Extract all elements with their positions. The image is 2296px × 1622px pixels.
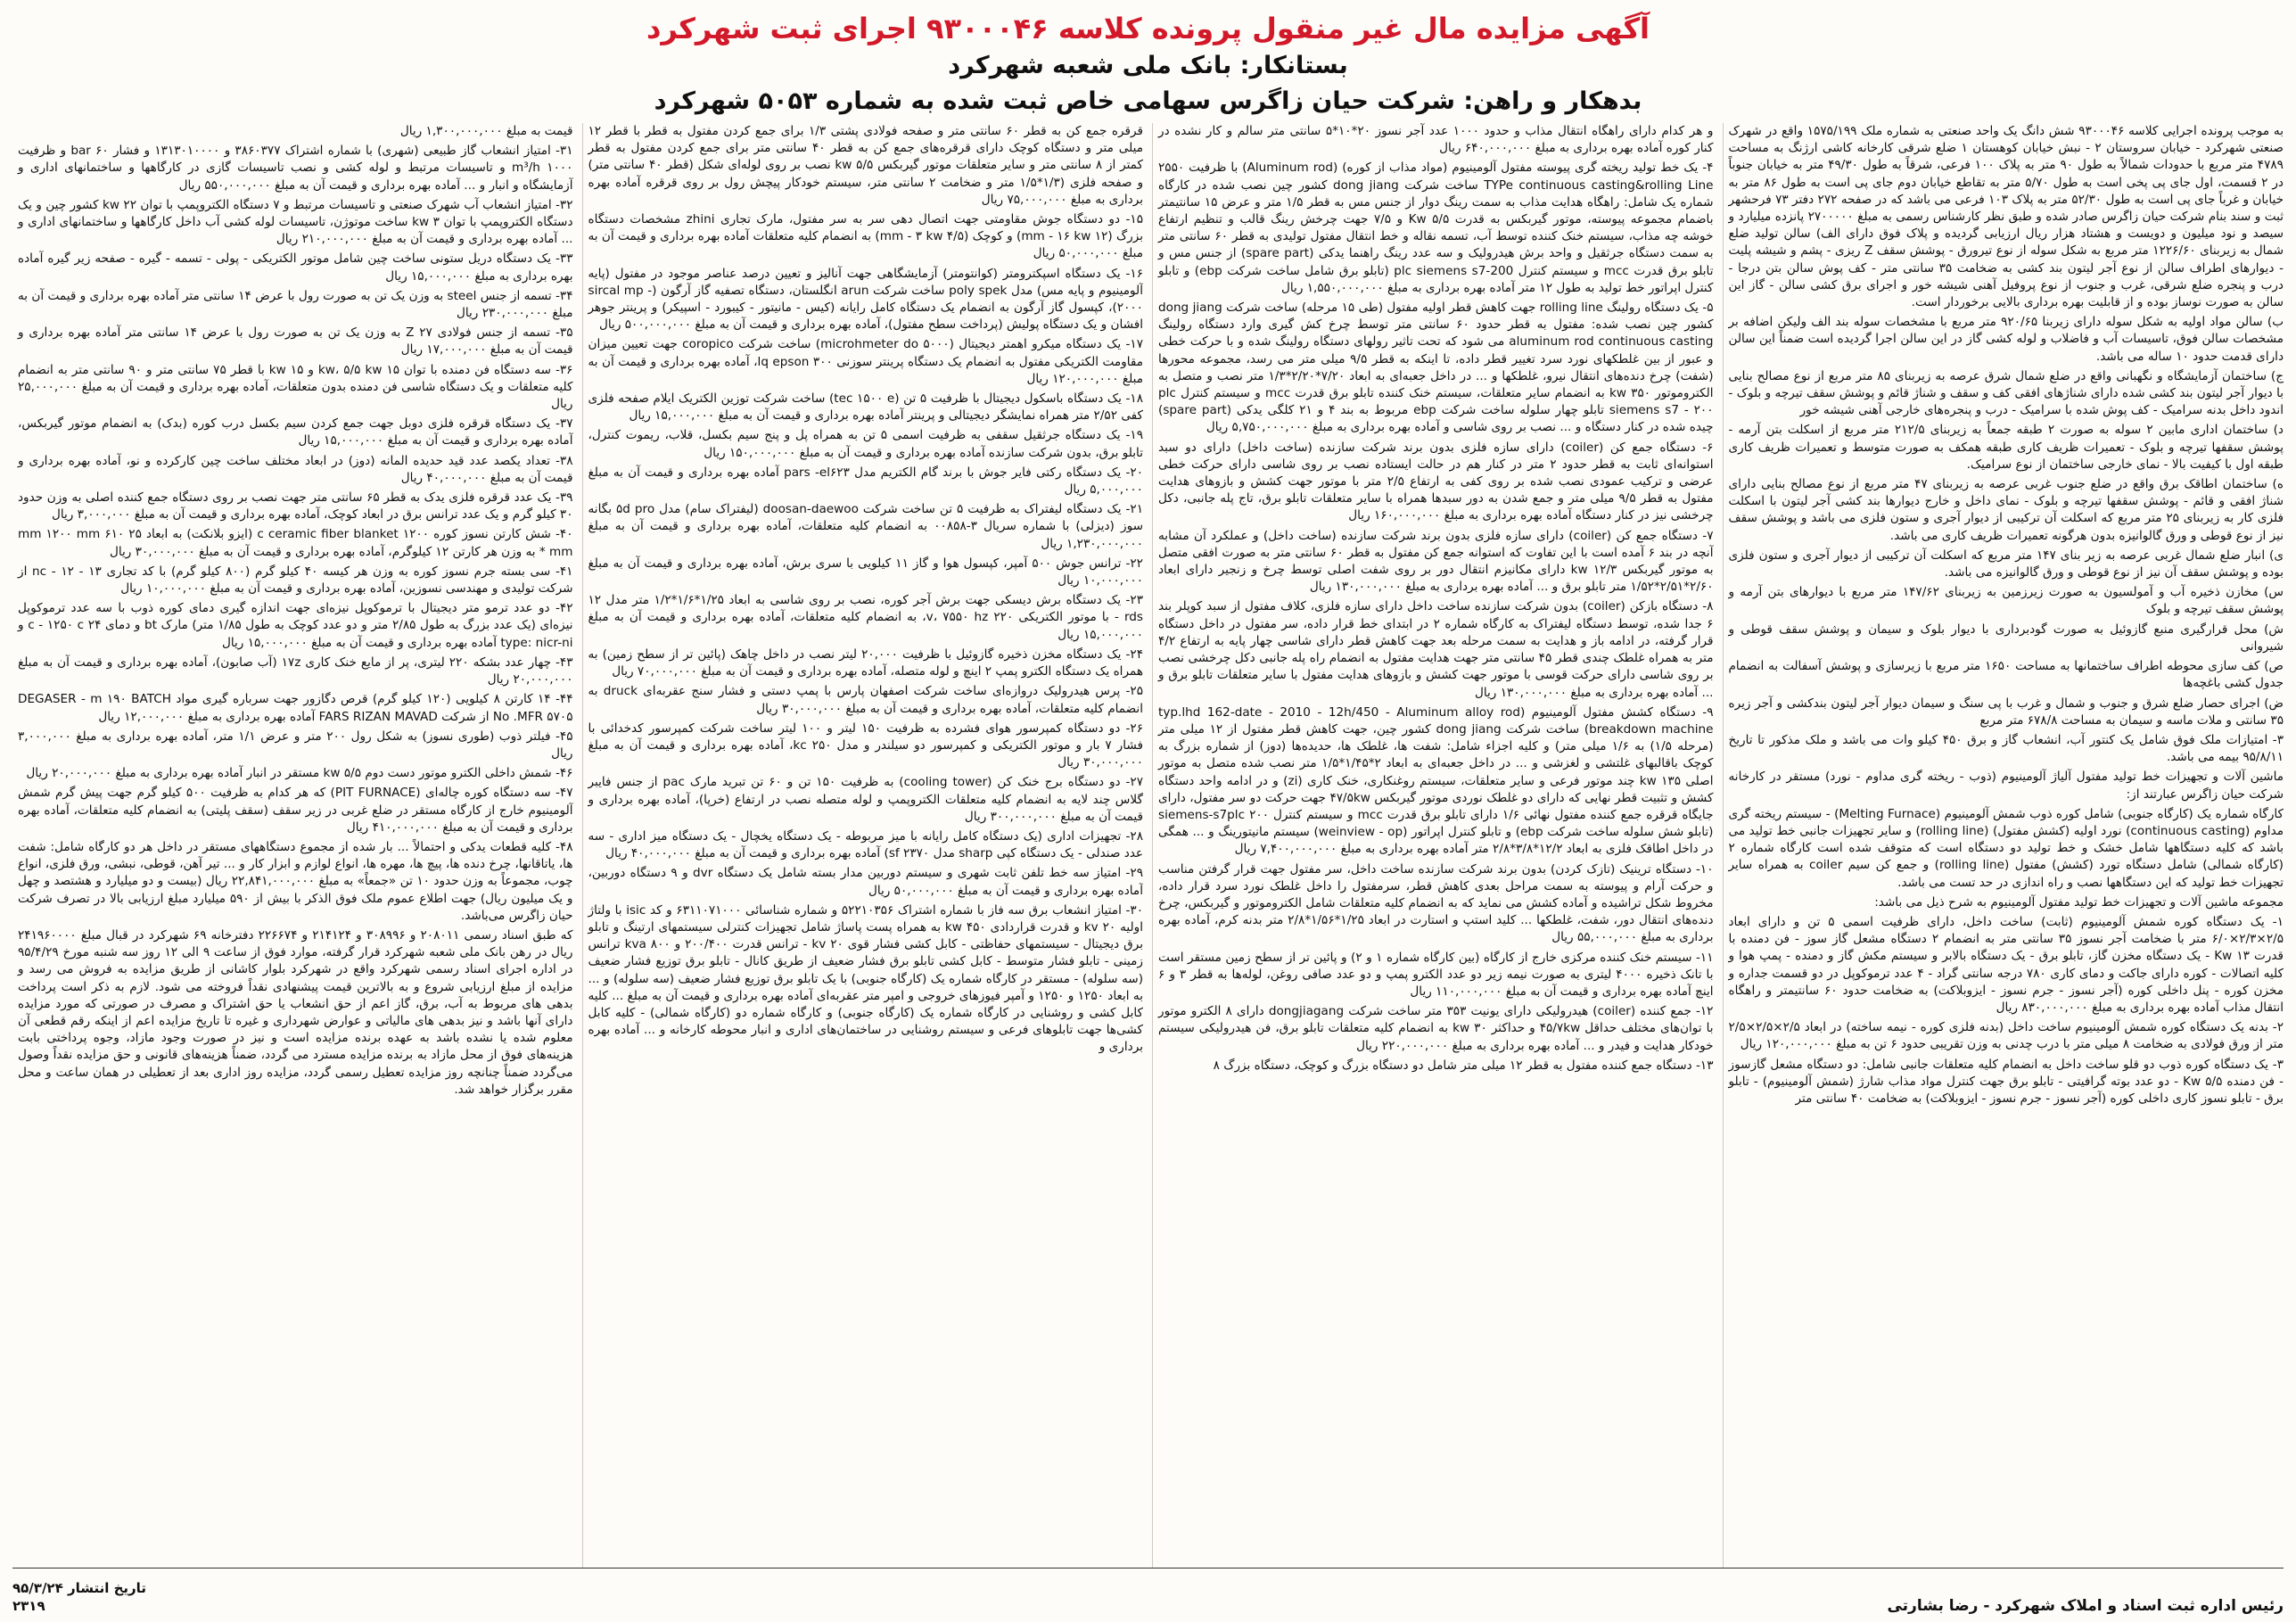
notice-paragraph: ۸- دستگاه بازکن (coiler) بدون شرکت سازنده ساخت داخل دارای سازه فلزی، کلاف مفتول از سبد کوپلر بند ۶ جدا شده، توسط دستگاه لیفتراک به کارگاه شماره ۲ در ابتدای خط قرار داده، سر مفتول در داخل دستگاه قرار گرفته، در ادامه باز و هدایت به سمت مرحله بعد جهت کاهش قطر دارای شاسی چهار پایه به ارتفاع ۴/۲ متر به همراه غلطک چندی قطر ۴۵ سانتی متر جهت هدایت مفتول به انضمام راه پله جانبی دکل چرخشی نصب بر روی شاسی دارای حرکت قوسی با موتور جهت کشش و بازوهای هدایت مفتول با سایر متعلقات تابلو برق و ... آماده بهره برداری به مبلغ ۱۳۰,۰۰۰,۰۰۰ ریال xyxy=(1158,599,1714,700)
notice-paragraph: ۱- یک دستگاه کوره شمش آلومینیوم (ثابت) ساخت داخل، دارای ظرفیت اسمی ۵ تن و دارای ابعاد ۲/۵×۲/۳×۶/۰ متر با ضخامت آجر نسوز ۳۵ سانتی متر به انضمام ۲ دستگاه مشعل گاز سوز - فن دمنده با قدرت ۱۳ Kw - یک دستگاه مخزن گاز، تابلو برق - یک دستگاه بالابر و سیستم مکش گاز و دمنده - پمپ هوا و کلیه اتصالات - کوره دارای جاکت و دمای کاری ۷۸۰ درجه سانتی گراد - ۴ عدد ترموکوپل در دو قسمت جداره و مخزن کوره - پنل داخلی کوره (آجر نسوز - جرم نسوز - ایزوبلاکت) به ضخامت حدود ۶۰ سانتیمتر و راهگاه انتقال مذاب آماده بهره برداری به مبلغ ۸۳۰,۰۰۰,۰۰۰ ریال xyxy=(1728,914,2284,1015)
notice-paragraph: ۱۸- یک دستگاه باسکول دیجیتال با ظرفیت ۵ تن (tec ۱۵۰۰ e) ساخت شرکت توزین الکتریک ایلام صفحه فلزی کفی ۲/۵۲ متر همراه نمایشگر دیجیتالی و پرینتر آماده بهره برداری و قیمت آن به مبلغ ۱۵,۰۰۰,۰۰۰ ریال xyxy=(588,391,1143,424)
signature: رئیس اداره ثبت اسناد و املاک شهرکرد - رضا بشارتی xyxy=(1887,1597,2284,1615)
notice-paragraph: و هر کدام دارای راهگاه انتقال مذاب و حدود ۱۰۰۰ عدد آجر نسوز ۲۰*۱۰*۵ سانتی متر سالم و کار نشده در کنار کوره آماده بهره برداری به مبلغ ۶۴۰,۰۰۰,۰۰۰ ریال xyxy=(1158,124,1714,156)
notice-paragraph: ۶- دستگاه جمع کن (coiler) دارای سازه فلزی بدون برند شرکت سازنده (ساخت داخل) دارای دو سبد استوانه‌ای ثابت به قطر حدود ۲ متر در کنار هم در حالت ایستاده نصب بر روی شاسی دارای حرکت خطی عرضی و ترکیب عمودی نصب شده بر روی کفی به ارتفاع ۲/۵ متر با موتور جهت کشش و بازوهای هدایت مفتول به قطر ۹/۵ میلی متر و جمع شدن به دور سبدها همراه با سایر متعلقات تابلو برق، تاج پله جانبی، دکل چرخشی نیز در کنار دستگاه آماده بهره برداری به مبلغ ۱۶۰,۰۰۰,۰۰۰ ریال xyxy=(1158,440,1714,523)
notice-paragraph: ۲۰- یک دستگاه رکتی فایر جوش با برند گام الکتریم مدل pars -el۶۲۳ آماده بهره برداری و قیمت آن به مبلغ ۵,۰۰۰,۰۰۰ ریال xyxy=(588,465,1143,498)
notice-paragraph: ه) ساختمان اطاقک برق واقع در ضلع جنوب غربی عرصه به زیربنای ۴۷ متر مربع از نوع مصالح بنایی دارای شناژ افقی و قائم - پوشش سقفها تیرچه و بلوک - نمای داخل و خارج دیوارها بند کشی آجر لیتون با اسکلت فلزی کار به زیربنای ۲۵ متر مربع که اسکلت آن ترکیبی از دیوار آجری و ستون فلزی می باشد و پوشش سقف نیز از نوع قوطی و ورق گالوانیزه بدون هرگونه تعمیرات ظریف کاری می باشد. xyxy=(1728,477,2284,543)
notice-paragraph: ی) انبار ضلع شمال غربی عرصه به زیر بنای ۱۴۷ متر مربع که اسکلت آن ترکیبی از دیوار آجری و ستون فلزی بوده و پوشش سقف آن نیز از نوع قوطی و ورق گالوانیزه می باشد. xyxy=(1728,548,2284,580)
notice-header xyxy=(12,9,2284,123)
notice-paragraph: ۴۴- ۱۴ کارتن ۸ کیلویی (۱۲۰ کیلو گرم) قرص دگازور جهت سرباره گیری مواد DEGASER - m ۱۹۰ BATCH No .MFR ۵۷۰۵ از شرکت FARS RIZAN MAVAD آماده بهره برداری به مبلغ ۱۲,۰۰۰,۰۰۰ ریال xyxy=(18,692,573,724)
notice-paragraph: ۱۹- یک دستگاه جرثقیل سقفی به ظرفیت اسمی ۵ تن به همراه پل و پنج سیم بکسل، قلاب، ریموت کنترل، تابلو برق، بدون شرکت سازنده آماده بهره برداری و قیمت آن به مبلغ ۱۵۰,۰۰۰,۰۰۰ ریال xyxy=(588,428,1143,460)
notice-paragraph: ۱۰- دستگاه ترینیک (تازک کردن) بدون برند شرکت سازنده ساخت داخل، سر مفتول جهت قرار گرفتن مناسب و حرکت آرام و پیوسته به سمت مراحل بعدی کاهش قطر، سرمفتول را داخل غلطک نورد سرد قرار داده، مخروط شکل تراشیده و آماده کشش می نماید که به انضمام کلیه متعلقات شامل الکتروموتور و گیربکس، چرخ دنده‌های انتقال دور، شفت، غلطکها ... کلید استپ و استارت در ابعاد ۱/۲۵*۱/۵۶*۲/۸ متر بدنه کرم، آماده بهره برداری به مبلغ ۵۵,۰۰۰,۰۰۰ ریال xyxy=(1158,861,1714,945)
text-column-4 xyxy=(12,123,573,1568)
notice-paragraph: د) ساختمان اداری مابین ۲ سوله به صورت ۲ طبقه جمعاً به زیربنای ۲۱۲/۵ متر مربع از اسکلت بتن آرمه - پوشش سقفها تیرچه و بلوک - تعمیرات ظریف کاری طبقه همکف به صورت متوسط و تعمیرات ظریف کاری طبقه اول با کیفیت بالا - نمای خارجی ساختمان از نوع سرامیک. xyxy=(1728,423,2284,472)
notice-paragraph: ۱۳- دستگاه جمع کننده مفتول به قطر ۱۲ میلی متر شامل دو دستگاه بزرگ و کوچک، دستگاه بزرگ ۸ xyxy=(1213,1058,1714,1073)
notice-paragraph: ۲۲- ترانس جوش ۵۰۰ آمپر، کپسول هوا و گاز ۱۱ کیلویی با سری برش، آماده بهره برداری و قیمت آن به مبلغ ۱۰,۰۰۰,۰۰۰ ریال xyxy=(588,556,1143,589)
notice-paragraph: ۲۴- یک دستگاه مخزن ذخیره گازوئیل با ظرفیت ۲۰,۰۰۰ لیتر نصب در داخل چاهک (پائین تر از سطح زمین) به همراه یک دستگاه الکترو پمپ ۲ اینچ و لوله متصله، آماده بهره برداری و قیمت آن به مبلغ ۷۰,۰۰۰,۰۰۰ ریال xyxy=(588,646,1143,679)
notice-paragraph: ۴۵- فیلتر ذوب (طوری نسوز) به شکل رول ۲۰۰ متر و عرض ۱/۱ متر، آماده بهره برداری به مبلغ ۳,۰۰۰,۰۰۰ ریال xyxy=(18,729,573,761)
notice-paragraph: س) مخازن ذخیره آب و آمولسیون به صورت زیرزمین به زیربنای ۱۴۷/۶۲ متر مربع با دیوارهای بتن آرمه و پوشش سقف تیرچه و بلوک xyxy=(1728,585,2284,617)
notice-paragraph: قرقره جمع کن به قطر ۶۰ سانتی متر و صفحه فولادی پشتی ۱/۳ برای جمع کردن مفتول به قطر با قطر ۱۲ میلی متر و دستگاه کوچک دارای قرقره‌های جمع کن به قطر ۴۰ سانتی متر برای جمع کردن مفتول به قطر کمتر از ۸ سانتی متر و سایر متعلقات موتور گیربکس ۵/۵ kw نصب بر روی لوله‌ای شکل (قطر ۴۰ سانتی متر) و صفحه فلزی (۱/۳*۱/۵ متر و ضخامت ۲ سانتی متر، سیستم خودکار پیچش رول بر روی قرقره آماده بهره برداری به مبلغ ۷۵,۰۰۰,۰۰۰ ریال xyxy=(588,124,1143,207)
text-column-2 xyxy=(1152,123,1714,1568)
notice-paragraph: ۴۲- دو عدد ترمو متر دیجیتال با ترموکوپل نیزه‌ای جهت اندازه گیری دمای کوره ذوب با سه عدد ترموکوپل نیزه‌ای (یک عدد بزرگ به طول ۲/۸۵ متر و دو عدد کوچک به طول ۱/۸۵ متر) مارک bt و دمای ۲۴ c - ۱۲۵۰ c و type: nicr-ni آماده بهره برداری و قیمت آن به مبلغ ۱۵,۰۰۰,۰۰۰ ریال xyxy=(18,601,573,650)
debtor-line: بدهکار و راهن: شرکت حیان زاگرس سهامی خاص ثبت شده به شماره ۵۰۵۳ شهرکرد xyxy=(654,87,1642,115)
notice-paragraph: ماشین آلات و تجهیزات خط تولید مفتول آلیاژ آلومینیوم (ذوب - ریخته گری مداوم - نورد) مستقر در کارخانه شرکت حیان زاگرس عبارتند از: xyxy=(1728,770,2284,802)
notice-paragraph: ض) اجرای حصار ضلع شرق و جنوب و شمال و غرب با پی سنگ و سیمان دیوار آجر لیتون بندکشی و آجر زیره ۳۵ سانتی و ملات ماسه و سیمان به مساحت ۶۷۸/۸ متر مربع xyxy=(1728,696,2284,728)
notice-paragraph: ج) ساختمان آزمایشگاه و نگهبانی واقع در ضلع شمال شرق عرصه به زیربنای ۸۵ متر مربع از نوع مصالح بنایی با دیوار آجر لیتون بند کشی شده دارای شناژهای افقی کف و سقف و شناژ قائم و پوشش سقف تیرچه و بلوک - اندود داخل بدنه سرامیک - کف پوش شده با سرامیک - درب و پنجره‌های خارجی آهنی شیشه خور xyxy=(1728,368,2284,418)
notice-paragraph: ۲۱- یک دستگاه لیفتراک به ظرفیت ۵ تن ساخت شرکت doosan-daewoo (لیفتراک سام) مدل ۵d pro بگانه سوز (دیزلی) با شماره سریال ۳-۰۰۸۵۸ به انضمام کلیه متعلقات، آماده بهره برداری و قیمت آن به مبلغ ۱,۲۳۰,۰۰۰,۰۰۰ ریال xyxy=(588,502,1143,551)
notice-paragraph: ب) سالن مواد اولیه به شکل سوله دارای زیربنا ۹۲۰/۶۵ متر مربع با مشخصات سوله بند الف ولیکن اضافه بر مشخصات سالن فوق، تاسیسات آب و فاضلاب و لوله کشی گاز در این سالن اجرا گردیده است ضمناً این سالن دارای قدمت حدود ۱۰ ساله می باشد. xyxy=(1728,315,2284,364)
notice-paragraph: ۱۷- یک دستگاه میکرو اهمتر دیجیتال (microhmeter do ۵۰۰۰) ساخت شرکت coropico جهت تعیین میزان مقاومت الکتریکی مفتول به انضمام یک دستگاه پرینتر سوزنی ۳۰۰ lq epson، آماده بهره برداری و قیمت آن به مبلغ ۱۲۰,۰۰۰,۰۰۰ ریال xyxy=(588,337,1143,386)
creditor-line: بستانکار: بانک ملی شعبه شهرکرد xyxy=(948,52,1348,79)
notice-paragraph: ۳۳- یک دستگاه دریل ستونی ساخت چین شامل موتور الکتریکی - پولی - تسمه - گیره - صفحه زیر گیره آماده بهره برداری به مبلغ ۱۵,۰۰۰,۰۰۰ ریال xyxy=(18,251,573,284)
notice-paragraph: ۷- دستگاه جمع کن (coiler) دارای سازه فلزی بدون برند شرکت سازنده (ساخت داخل) و عملکرد آن مشابه آنچه در بند ۶ آمده است با این تفاوت که استوانه جمع کن مفتول به قطر ۶۰ سانتی متر به صورت افقی متصل به موتور گیربکس ۱۲/۳ kw دارای مکانیزم انتقال دور بر روی شفت اصلی توسط چرخ و زنجیر دارای ابعاد ۲/۶۰*۲/۵۱*۱/۵۲ متر تابلو برق و ... آماده بهره برداری به مبلغ ۱۳۰,۰۰۰,۰۰۰ ریال xyxy=(1158,528,1714,595)
text-columns xyxy=(12,123,2284,1568)
notice-paragraph: ۱۵- دو دستگاه جوش مقاومتی جهت اتصال دهی سر به سر مفتول، مارک تجاری zhini مشخصات دستگاه بزرگ (۱۲ mm - ۱۶ kw) و کوچک (۴/۵ mm - ۳ kw) به انضمام کلیه متعلقات آماده بهره برداری و قیمت آن به مبلغ ۵۰,۰۰۰,۰۰۰ ریال xyxy=(588,212,1143,261)
notice-paragraph: ش) محل قرارگیری منبع گازوئیل به صورت گودبرداری با دیوار بلوک و سیمان و پوشش سقف قوطی و شیروانی xyxy=(1728,622,2284,654)
notice-paragraph: ص) کف سازی محوطه اطراف ساختمانها به مساحت ۱۶۵۰ متر مربع با زیرسازی و پوشش آسفالت به انضمام جدول کشی باغچه‌ها xyxy=(1728,659,2284,691)
notice-paragraph: ۲۷- دو دستگاه برج خنک کن (cooling tower) به ظرفیت ۱۵۰ تن و ۶۰ تن تبرید مارک pac از جنس فایبر گلاس چند لایه به انضمام کلیه متعلقات الکتروپمپ و لوله متصله نصب در ارتفاع (خرپا)، آماده بهره برداری و قیمت آن به مبلغ ۳۰۰,۰۰۰,۰۰۰ ریال xyxy=(588,775,1143,824)
notice-paragraph: ۹- دستگاه کشش مفتول آلومینیوم (typ.lhd 162-date - 2010 - 12h/450 - Aluminum alloy rod breakdown machine) ساخت شرکت dong jiang کشور چین، جهت کاهش قطر مفتول از ۱۲ میلی متر (مرحله ۱/۵) به ۱/۶ میلی متر) و کلیه اجزاء شامل: شفت ها، غلطک ها، حدیده‌ها (دوز) از شماره بزرگ به کوچک باقالبهای غلتشی و لغزشی و ... در داخل جعبه‌ای به ابعاد ۲*۱/۴۵*۱/۵ متر نصب شده متصل به موتور اصلی ۱۳۵ kw چند موتور فرعی و سایر متعلقات، سیستم روغنکاری، خنک کاری (zi) و در ادامه واحد دستگاه کشش و تثبیت قطر نهایی که دارای دو غلطک نوردی موتور گیربکس ۴۷/۵kw جهت حرکت دو سر مفتول، دارای جایگاه قرقره جمع کننده مفتول نهائی ۱/۶ دارای تابلو برق قدرت mcc و سیستم کنترل siemens-s7plc ۲۰۰ (تابلو شش سلوله ساخت شرکت ebp) و تابلو کنترل اپراتور (weinview - op) سیستم مانیتورینگ و ... همگی در داخل اطاقک فلزی به ابعاد ۱۲/۲*۳/۸*۲/۸ متر آماده بهره برداری به مبلغ ۷,۴۰۰,۰۰۰,۰۰۰ ریال xyxy=(1158,704,1714,857)
notice-paragraph: ۳۲- امتیاز انشعاب آب شهرک صنعتی و تاسیسات مرتبط و ۷ دستگاه الکتروپمپ با توان ۲۲ kw کشور چین و یک دستگاه الکتروپمپ با توان ۳ kw ساخت موتوژن، تاسیسات لوله کشی آب داخل کارگاهها و ساختمانهای اداری و ... آماده بهره برداری و قیمت آن به مبلغ ۲۱۰,۰۰۰,۰۰۰ ریال xyxy=(18,197,573,247)
notice-paragraph: ۴۰- شش کارتن نسوز کوره ۱۲۰۰ c ceramic fiber blanket (ایزو بلانکت) به ابعاد ۲۵ mm ۱۲۰۰ mm ۶۱۰ mm * به وزن هر کارتن ۱۲ کیلوگرم، آماده بهره برداری و قیمت آن به مبلغ ۳۰,۰۰۰,۰۰۰ ریال xyxy=(18,527,573,559)
notice-paragraph: ۲۹- امتیاز سه خط تلفن ثابت شهری و سیستم دوربین مدار بسته شامل یک دستگاه dvr و ۹ دستگاه دوربین، آماده بهره برداری و قیمت آن به مبلغ ۵۰,۰۰۰,۰۰۰ ریال xyxy=(588,866,1143,898)
notice-paragraph: ۴۸- کلیه قطعات یدکی و احتمالاً ... بار شده از مجموع دستگاههای مستقر در داخل هر دو کارگاه شامل: شفت ها، یاتاقانها، چرخ دنده ها، پیچ ها، مهره ها، انواع لوازم و ابزار کار و ... تیر آهن، قوطی، نبشی، ورق فلزی، انواع چوب، مجموعاً به وزن حدود ۱۰ تن «جمعاً» به مبلغ ۲۲,۸۴۱,۰۰۰,۰۰۰ ریال (بیست و دو میلیارد و هشتصد و چهل و یک میلیون ریال) جهت اطلاع عموم ملک فوق الذکر با بیش از ۵۹۰ میلیارد مبلغ ارزیابی بالا در تصرف شرکت حیان زاگرس می‌باشد. xyxy=(18,839,573,923)
notice-paragraph: ۱۱- سیستم خنک کننده مرکزی خارج از کارگاه (بین کارگاه شماره ۱ و ۲) و پائین تر از سطح زمین مستقر است با تانک ذخیره ۴۰۰۰ لیتری به صورت نیمه زیر دو عدد الکترو پمپ و دو عدد صافی روغن، لوله‌ها به قطر ۳ و ۶ اینچ آماده بهره برداری و قیمت آن به مبلغ ۱۱۰,۰۰۰,۰۰۰ ریال xyxy=(1158,950,1714,999)
notice-paragraph: ۲۵- پرس هیدرولیک دروازه‌ای ساخت شرکت اصفهان پارس با پمپ دستی و فشار سنج عقربه‌ای druck به انضمام کلیه متعلقات، آماده بهره برداری و قیمت آن به مبلغ ۳۰,۰۰۰,۰۰۰ ریال xyxy=(588,684,1143,716)
notice-paragraph: ۴۷- سه دستگاه کوره چاله‌ای (PIT FURNACE) که هر کدام به ظرفیت ۵۰۰ کیلو گرم جهت پیش گرم شمش آلومینیوم خارج از کارگاه مستقر در ضلع غربی در زیر سقف (سقف پلیتی) به انضمام کلیه متعلقات، آماده بهره برداری و قیمت آن به مبلغ ۴۱۰,۰۰۰,۰۰۰ ریال xyxy=(18,786,573,835)
notice-paragraph: ۲۸- تجهیزات اداری (یک دستگاه کامل رایانه با میز مربوطه - یک دستگاه یخچال - یک دستگاه میز اداری - سه عدد صندلی - یک دستگاه کپی sharp مدل ۲۳۷۰ sf) آماده بهره برداری و قیمت آن به مبلغ ۴۰,۰۰۰,۰۰۰ ریال xyxy=(588,828,1143,861)
notice-paragraph: قیمت به مبلغ ۱,۳۰۰,۰۰۰,۰۰۰ ریال xyxy=(399,124,573,138)
notice-paragraph: ۴- یک خط تولید ریخته گری پیوسته مفتول آلومینیوم (مواد مذاب از کوره) (Aluminum rod) با ظرفیت ۲۵۵۰ TYPe continuous casting&rolling Line ساخت شرکت dong jiang کشور چین نصب شده در کارگاه شماره یک شامل: راهگاه هدایت مذاب به سمت رینگ دوار از جنس مس به قطر ۱/۵ متر و عرض ۱۵ سانتیمتر باضمام مجموعه پیوسته، موتور گیربکس به قدرت ۵/۵ Kw و ۷/۵ جهت چرخش رینگ قالب و تنظیم ارتفاع خوشه چه مذاب، سیستم خنک کننده توسط آب، تسمه نقاله و خط انتقال مفتول تولیدی به قطر ۶۰ سانتی متر به سمت دستگاه جرثقیل و واحد برش هیدرولیک و سه عدد رینگ راهنما یدکی (spare part) از جنس مس و تابلو برق قدرت mcc و سیستم کنترل plc siemens s7-200 (تابلو برق شامل ساخت شرکت ebp) و تابلو کنترل اپراتور خط تولید به طول ۱۲ متر آماده بهره برداری به مبلغ ۱,۵۵۰,۰۰۰,۰۰۰ ریال xyxy=(1158,161,1714,295)
publish-date: تاریخ انتشار ۹۵/۳/۲۴ xyxy=(12,1580,146,1596)
notice-paragraph: ۳۵- تسمه از جنس فولادی ۲۷ Z به وزن یک تن به صورت رول با عرض ۱۴ سانتی متر آماده بهره برداری و قیمت آن به مبلغ ۱۷,۰۰۰,۰۰۰ ریال xyxy=(18,325,573,358)
notice-paragraph: ۳۰- امتیاز انشعاب برق سه فاز با شماره اشتراک ۵۲۲۱۰۳۵۶ و شماره شناسائی ۶۳۱۱۰۷۱۰۰۰ و کد isic با ولتاژ اولیه ۲۰ kv و قدرت قراردادی ۴۵۰ kw به همراه پست پاساژ شامل تجهیزات کنترلی سیستمهای ارتینگ و تابلو برق دیجیتال - سیستمهای حفاظتی - کابل کشی فشار قوی ۲۰ kv - ترانس قدرت ۲۰۰/۴۰۰ و ۸۰۰ kva ترانس زمینی - تابلو فشار متوسط - کابل کشی تابلو برق فشار ضعیف از طریق کانال - تابلو برق توزیع فشار ضعیف (سه سلوله) - مستقر در کارگاه شماره یک (کارگاه جنوبی) با یک تابلو برق توزیع فشار ضعیف (سه سلوله) و ... به ابعاد ۱۲۵۰ و ۱۲۵۰ و آمپر فیوزهای خروجی و امپر متر عقربه‌ای آماده بهره برداری و قیمت آن به مبلغ ... کلیه کابل کشی و روشنایی در کارگاه شماره یک (کارگاه جنوبی) و کارگاه شماره دو (کارگاه شمالی) - کلیه کابل کشی‌ها جهت تابلوهای فرعی و سیستم روشنایی در ساختمان‌های اداری و انبار محوطه کارخانه و ... آماده بهره برداری و xyxy=(588,902,1143,1055)
notice-paragraph: ۴۶- شمش داخلی الکترو موتور دست دوم ۵/۵ kw مستقر در انبار آماده بهره برداری به مبلغ ۲۰,۰۰۰,۰۰۰ ریال xyxy=(26,766,573,781)
text-column-1 xyxy=(1723,123,2284,1568)
notice-paragraph: ۴۱- سی بسته جرم نسوز کوره به وزن هر کیسه ۴۰ کیلو گرم (۸۰۰ کیلو گرم) با کد تجاری ۱۳ - ۱۲ - nc از شرکت تولیدی و مهندسی نسوزین، آماده بهره برداری و قیمت آن به مبلغ ۱۰,۰۰۰,۰۰۰ ریال xyxy=(18,564,573,597)
notice-paragraph: ۳- یک دستگاه کوره ذوب دو قلو ساخت داخل به انضمام کلیه متعلقات جانبی شامل: دو دستگاه مشعل گازسوز - فن دمنده ۵/۵ Kw - دو عدد بوته گرافیتی - تابلو برق جهت کنترل مواد مذاب شارژ (شمش آلومینیوم) - تابلو برق - تابلو نسوز کاری داخلی کوره (آجر نسوز - جرم نسوز - ایزوبلاکت) به ضخامت ۴۰ سانتی متر xyxy=(1728,1057,2284,1106)
notice-paragraph: ۱۶- یک دستگاه اسپکترومتر (کوانتومتر) آزمایشگاهی جهت آنالیز و تعیین درصد عناصر موجود در مفتول (پایه آلومینیوم و پایه مس) مدل poly spek ساخت شرکت arun انگلستان، دستگاه تصفیه گاز آرگون (sircal mp - ۲۰۰۰)، کپسول گاز آرگون به انضمام یک دستگاه کامل رایانه (کیس - مانیتور - کیبورد - اسپیکر) و پرینتر جوهر افشان و یک دستگاه پولیش (پرداخت سطح مفتول)، آماده بهره برداری و قیمت آن به مبلغ ۵۰۰,۰۰۰,۰۰۰ ریال xyxy=(588,266,1143,333)
notice-paragraph: مجموعه ماشین آلات و تجهیزات خط تولید مفتول آلومینیوم به شرح ذیل می باشد: xyxy=(1874,894,2284,910)
notice-paragraph: ۳۷- یک دستگاه قرقره فلزی دوبل جهت جمع کردن سیم بکسل درب کوره (بدک) به انضمام موتور گیربکس، آماده بهره برداری و قیمت آن به مبلغ ۱۵,۰۰۰,۰۰۰ ریال xyxy=(18,416,573,449)
notice-paragraph: کارگاه شماره یک (کارگاه جنوبی) شامل کوره ذوب شمش آلومینیوم (Melting Furnace) - سیستم ریخته گری مداوم (continuous casting) نورد اولیه (کشش مفتول) (rolling line) و سایر تجهیزات جانبی خط تولید می باشد که کلیه دستگاهها شامل خشک و خط تولید دو دستگاه است که متوقف شده است کارگاه شماره ۲ (کارگاه شمالی) شامل دستگاه تورد (کشش) مفتول (rolling line) و جمع کن سیم coiler به همراه سایر تجهیزات خط تولید که این دستگاهها نصب و راه اندازی در حد تست می باشد. xyxy=(1728,806,2284,890)
notice-paragraph: ۳۱- امتیاز انشعاب گاز طبیعی (شهری) با شماره اشتراک ۳۸۶۰۳۷۷ و ۱۳۱۳۰۱۰۰۰۰ و فشار ۶۰ bar و ظرفیت ۱۰۰۰ m³/h و تاسیسات مرتبط و لوله کشی و نصب تاسیسات گازی در کارگاهها و ساختمانهای اداری و آزمایشگاه و انبار و ... آماده بهره برداری و قیمت آن به مبلغ ۵۵۰,۰۰۰,۰۰۰ ریال xyxy=(18,144,573,193)
notice-paragraph: ۳۶- سه دستگاه فن دمنده با توان ۱۵ kw، ۵/۵ kw و ۱۵ kw با قطر ۷۵ سانتی متر و ۹۰ سانتی متر به انضمام کلیه متعلقات و یک دستگاه شاسی فن دمنده بدون متعلقات، آماده بهره برداری و قیمت آن به مبلغ ۲۵,۰۰۰,۰۰۰ ریال xyxy=(18,362,573,412)
notice-paragraph: ۳۴- تسمه از جنس steel به وزن یک تن به صورت رول با عرض ۱۴ سانتی متر آماده بهره برداری و قیمت آن به مبلغ ۲۳۰,۰۰۰,۰۰۰ ریال xyxy=(18,288,573,321)
notice-title: آگهی مزایده مال غیر منقول پرونده کلاسه ۹۳۰۰۰۴۶ اجرای ثبت شهرکرد xyxy=(646,12,1650,45)
notice-paragraph: که طبق اسناد رسمی ۲۰۸۰۱۱ و ۳۰۸۹۹۶ و ۲۱۴۱۲۴ و ۲۲۶۶۷۴ دفترخانه ۶۹ شهرکرد در قبال مبلغ ۲۴۱۹۶۰۰۰۰ ریال در رهن بانک ملی شعبه شهرکرد قرار گرفته، موارد فوق از ساعت ۹ الی ۱۲ روز سه شنبه مورخ ۹۵/۴/۲۹ در اداره اجرای اسناد رسمی شهرکرد واقع در شهرکرد بلوار کاشانی از طریق مزایده به فروش می رسد و مزایده از مبلغ ارزیابی شروع و به بالاترین قیمت پیشنهادی نقداً فروخته می شود. لازم به ذکر است پرداخت بدهی های مربوط به آب، برق، گاز اعم از حق انشعاب یا حق اشتراک و مصرف در صورتی که مورد مزایده دارای آنها باشد و نیز بدهی های مالیاتی و عوارض شهرداری و غیره تا تاریخ مزایده اعم از اینکه رقم قطعی آن معلوم شده یا نشده باشد به عهده برنده مزایده است و نیز در صورت وجود مازاد، وجوه پرداختی بابت هزینه‌های فوق از محل مازاد به برنده مزایده مسترد می گردد، ضمناً هزینه‌های قانونی و حق مزایده نقداً وصول می‌گردد ضمناً چنانچه روز مزایده تعطیل رسمی گردد، مزایده روز اداری بعد از تعطیلی در همان ساعت و محل مقرر برگزار خواهد شد. xyxy=(18,927,573,1097)
publish-info xyxy=(12,1579,146,1615)
notice-code: ۲۳۱۹ xyxy=(12,1598,45,1614)
notice-paragraph: ۵- یک دستگاه رولینگ rolling line جهت کاهش قطر اولیه مفتول (طی ۱۵ مرحله) ساخت شرکت dong jiang کشور چین نصب شده: مفتول به قطر حدود ۶۰ سانتی متر توسط چرخ کش گیری وارد دستگاه رولینگ aluminum rod continuous casting می شود که تحت تاثیر رولهای دستگاه رولینگ شده و با حرکت خطی و عبور از بین غلطکهای نورد سرد تغییر قطر داده، تا اینکه به قطر ۹/۵ میلی متر می رسد، مجموعه محورها (شفت) چرخ دنده‌های انتقال نیرو، غلطکها و ... در داخل جعبه‌ای به ابعاد ۷/۲۰*۲/۲۰*۱/۳ متر نصب و متصل به الکتروموتور ۳۵۰ kw به انضمام سایر متعلقات، سیستم خنک کننده تابلو برق قدرت mcc و سیستم کنترل plc siemens s7 - ۲۰۰ تابلو چهار سلوله ساخت شرکت ebp مربوط به بند ۴ و ۲۱ کلگی یدکی (spare part) چیده شده در کنار دستگاه و ... نصب بر روی شاسی و آماده بهره برداری به مبلغ ۵,۷۵۰,۰۰۰,۰۰۰ ریال xyxy=(1158,301,1714,435)
notice-paragraph: ۲- بدنه یک دستگاه کوره شمش آلومینیوم ساخت داخل (بدنه فلزی کوره - نیمه ساخته) در ابعاد ۲/۵×۲/۵×۲/۵ متر از ورق فولادی به ضخامت ۸ میلی متر با درب چدنی به وزن تقریبی حدود ۶ تن به مبلغ ۱۲۰,۰۰۰,۰۰۰ ریال xyxy=(1728,1020,2284,1052)
notice-paragraph: ۲۳- یک دستگاه برش دیسکی جهت برش آجر کوره، نصب بر روی شاسی به ابعاد ۱/۲۵*۱/۶*۱/۲ متر مدل ۱۲ rds - با موتور الکتریکی ۲۲۰ v، ۷۵۵۰ hz، به انضمام کلیه متعلقات، آماده بهره برداری و قیمت آن به مبلغ ۱۵,۰۰۰,۰۰۰ ریال xyxy=(588,593,1143,642)
notice-paragraph: به موجب پرونده اجرایی کلاسه ۹۳۰۰۰۴۶ شش دانگ یک واحد صنعتی به شماره ملک ۱۵۷۵/۱۹۹ واقع در شهرک صنعتی شهرکرد - خیابان سروستان ۲ - نبش خیابان کوهستان ۱ ضلع شرقی کارخانه کاشی ارژنگ به مساحت ۴۷۸۹ متر مربع با حدودات شمالاً به طول ۹۰ متر به پلاک ۱۰۰ فرعی، شرقاً به طول ۴۹/۳۰ متر به خیابان جنوباً در ۲ قسمت، اول جای پی پخی است به طول ۵/۷۰ متر به تقاطع خیابان دوم جای پی است به طول ۸۶ متر به خیابان و غرباً جای پی است به طول ۵۲/۳۰ متر به پلاک ۱۰۳ فرعی می باشد که در صفحه ۲۷۲ دفتر ۷۳ فرحشهر ثبت و سند بنام شرکت حیان زاگرس صادر شده و طبق نظر کارشناس رسمی به مبلغ ۲۷۰۰۰۰۰ پانزده میلیارد و سیصد و نود میلیون و دویست و هشتاد هزار ریال ارزیابی گردیده و پلاک فوق دارای الف) سالن تولید ضلع شمال به زیربنای ۱۲۲۶/۶۰ متر مربع به شکل سوله از نوع تیرورق - پوشش سقف Z ریزی - پشم و شیشه پلیت - دیوارهای اطراف سالن از نوع آجر لیتون بند کشی به ضخامت ۳۵ سانتی متر - کف پوش سالن بتن درجا - درب و پنجره ضلع شرقی، غرب و جنوب از نوع پروفیل آهنی شیشه خور و اجرای برق کشی سالن - گاز این سالن به صورت نوساز بوده و از قابلیت بهره برداری بالایی برخوردار است. xyxy=(1728,124,2284,310)
notice-paragraph: ۳- امتیازات ملک فوق شامل یک کنتور آب، انشعاب گاز و برق ۴۵۰ کیلو وات می باشد و ملک مذکور تا تاریخ ۹۵/۸/۱۱ بیمه می باشد. xyxy=(1728,732,2284,765)
notice-paragraph: ۳۸- تعداد یکصد عدد قید حدیده المانه (دوز) در ابعاد مختلف ساخت چین کارکرده و نو، آماده بهره برداری و قیمت آن به مبلغ ۴۰,۰۰۰,۰۰۰ ریال xyxy=(18,453,573,485)
notice-footer xyxy=(12,1568,2284,1615)
text-column-3 xyxy=(582,123,1144,1568)
notice-paragraph: ۴۳- چهار عدد بشکه ۲۲۰ لیتری، پر از مایع خنک کاری ۱۷z (آب صابون)، آماده بهره برداری و قیمت آن به مبلغ ۲۰,۰۰۰,۰۰۰ ریال xyxy=(18,655,573,687)
notice-paragraph: ۲۶- دو دستگاه کمپرسور هوای فشرده به ظرفیت ۱۵۰ لیتر و ۱۰۰ لیتر ساخت شرکت کمپرسور کدخدائی با فشار ۷ بار و موتور الکتریکی و کمپرسور دو سیلندر و مدل kc ۲۵۰، آماده بهره برداری و قیمت آن به مبلغ ۳۰,۰۰۰,۰۰۰ ریال xyxy=(588,720,1143,770)
notice-paragraph: ۱۲- جمع کننده (coiler) هیدرولیکی دارای یونیت ۳۵۳ متر ساخت شرکت dongjiagang دارای ۸ الکترو موتور با توان‌های مختلف حداقل ۴۵/۷kw و حداکثر ۳۰ kw به انضمام کلیه متعلقات تابلو برق، فن هیدرولیکی سیستم خودکار هدایت و فیدر و ... آماده بهره برداری به مبلغ ۲۲۰,۰۰۰,۰۰۰ ریال xyxy=(1158,1004,1714,1053)
notice-paragraph: ۳۹- یک عدد قرقره فلزی یدک به قطر ۶۵ سانتی متر جهت نصب بر روی دستگاه جمع کننده اصلی به وزن حدود ۳۰ کیلو گرم و یک عدد ترانس برق در ابعاد کوچک، آماده بهره برداری و قیمت آن به مبلغ ۳,۰۰۰,۰۰۰ ریال xyxy=(18,490,573,523)
